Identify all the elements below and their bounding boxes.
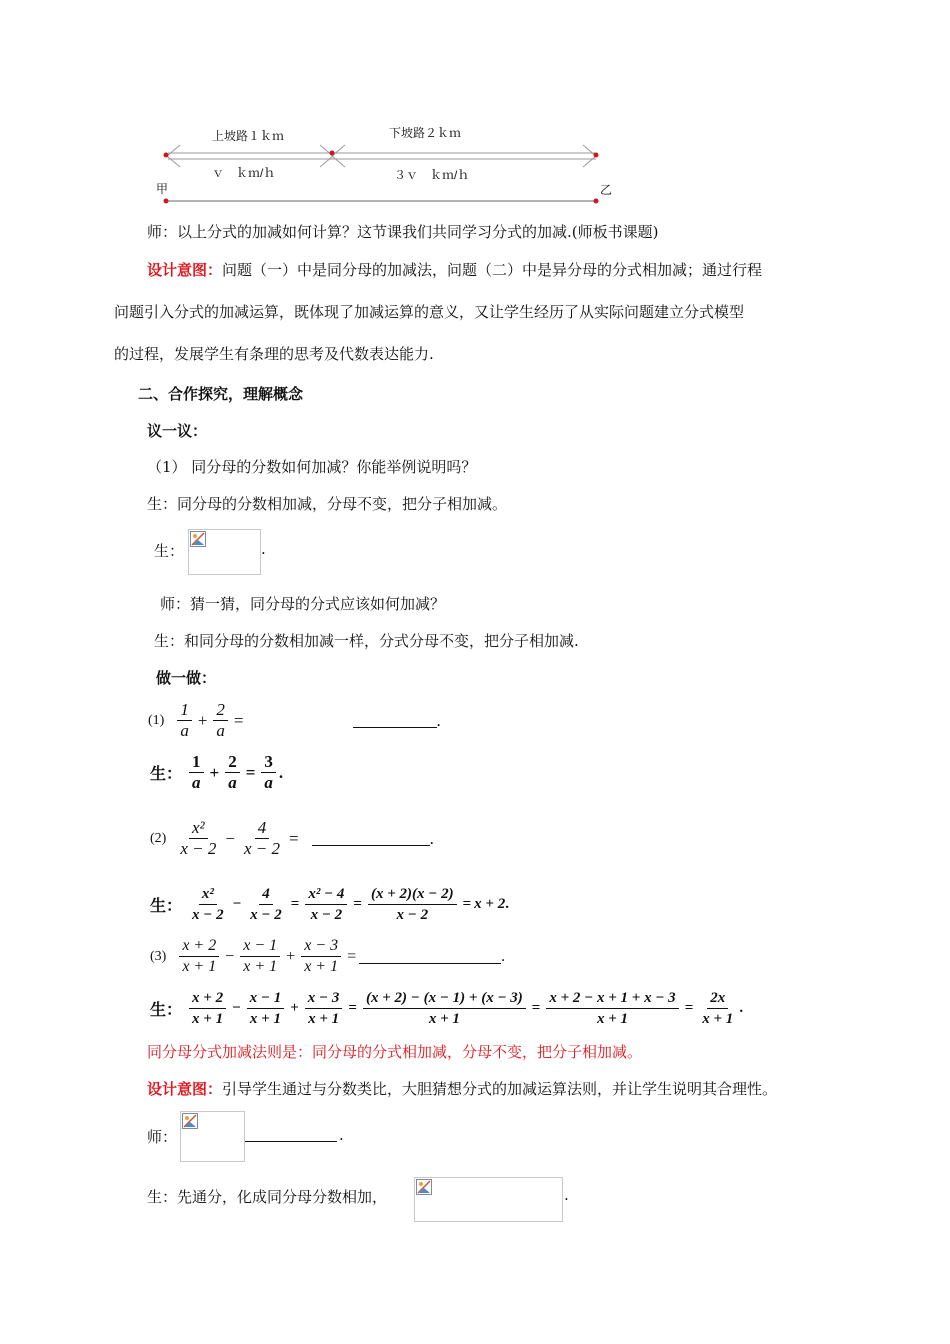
- fraction: $\frac{x - 1}{x + 1}$: [247, 988, 285, 1029]
- answer-blank: [359, 949, 501, 964]
- downhill-speed-label: ３ｖ ｋｍ/ｈ: [394, 168, 470, 182]
- fraction: $\frac{x - 3}{x + 1}$: [301, 936, 341, 977]
- exercise-2: (2) $\frac{\text{x²}}{x - 2}$ − $\frac{4}{x - 2}$ = .: [150, 818, 434, 858]
- fraction: $\frac{x - 3}{x + 1}$: [305, 988, 343, 1029]
- uphill-label: 上坡路１ｋｍ: [212, 129, 285, 143]
- student-answer-2-prefix: 生：: [154, 542, 185, 560]
- teacher-guess: 师：猜一猜，同分母的分式应该如何加减？: [160, 595, 446, 613]
- fraction: $\frac{x - 1}{x + 1}$: [240, 936, 280, 977]
- teacher-last-blank: [245, 1141, 337, 1142]
- design-intent-1-line2: 问题引入分式的加减运算，既体现了加减运算的意义，又让学生经历了从实际问题建立分式模型: [114, 303, 745, 321]
- question-1: （1） 同分母的分数如何加减？你能举例说明吗？: [147, 458, 477, 476]
- section-heading: 二、合作探究，理解概念: [138, 385, 304, 403]
- fraction: $\frac{\text{x² − 4}}{x - 2}$: [305, 884, 347, 925]
- point-a-top-marker: [164, 153, 169, 158]
- student-last: 生：先通分，化成同分母分数相加，: [147, 1188, 388, 1206]
- exercise-1-answer-prefix: 生：: [150, 766, 183, 783]
- end-point-label: 乙: [600, 183, 613, 197]
- broken-image-icon: [416, 1179, 432, 1195]
- exercise-2-label: (2): [150, 830, 167, 846]
- fraction: $\frac{x + 2}{x + 1}$: [189, 988, 226, 1029]
- point-a-bottom-marker: [164, 199, 169, 204]
- fraction: $\frac{x + 2}{x + 1}$: [179, 936, 219, 977]
- design-intent-1-line1: [147, 259, 762, 280]
- addition-rule: 同分母分式加减法则是：同分母的分式相加减，分母不变，把分子相加减。: [147, 1043, 643, 1061]
- exercise-1: (1) $\frac{1}{a}$ + $\frac{2}{a}$ = .: [148, 700, 441, 740]
- fraction: $\frac{1}{a}$: [189, 752, 204, 793]
- point-mid-marker: [330, 151, 335, 156]
- uphill-speed-label: ｖ ｋｍ/ｈ: [212, 166, 276, 180]
- exercise-1-answer: 生： $\frac{1}{a}$ + $\frac{2}{a}$ = $\frac{3}{a}$ .: [150, 752, 284, 792]
- design-intent-2: [147, 1078, 777, 1099]
- design-intent-text: 问题（一）中是同分母的加减法，问题（二）中是异分母的分式相加减；通过行程: [222, 261, 763, 279]
- fraction: $\frac{\text{x²}}{x - 2}$: [192, 886, 224, 923]
- exercise-2-answer: 生： $\frac{\text{x²}}{x - 2}$ − $\frac{4}{x - 2}$ = $\frac{\text{x² − 4}}{x - 2}$ = $\frac{(x + 2)(x - 2)}{x - 2}$ = x + 2 .: [150, 886, 509, 923]
- fraction: $\frac{2}{a}$: [225, 752, 240, 793]
- exercise-2-result: x + 2: [474, 896, 506, 912]
- design-intent-label: 设计意图：: [147, 1080, 223, 1098]
- fraction: $\frac{x + 2 - x + 1 + x - 3}{x + 1}$: [546, 988, 678, 1029]
- do-heading: 做一做：: [156, 669, 217, 687]
- answer-blank: [353, 713, 437, 728]
- fraction: $\frac{(x + 2)(x - 2)}{x - 2}$: [368, 884, 457, 925]
- broken-image-icon: [190, 531, 206, 547]
- fraction: $\frac{1}{a}$: [177, 700, 192, 741]
- teacher-last-suffix: .: [339, 1126, 344, 1144]
- exercise-3-label: (3): [150, 948, 167, 964]
- point-b-bottom-marker: [594, 199, 599, 204]
- fraction: $\frac{4}{x - 2}$: [243, 818, 280, 858]
- teacher-intro: 师：以上分式的加减如何计算？这节课我们共同学习分式的加减.(师板书课题): [147, 223, 659, 241]
- start-point-label: 甲: [156, 182, 169, 196]
- image-placeholder-3: [414, 1177, 563, 1222]
- broken-image-icon: [182, 1113, 198, 1129]
- fraction: $\frac{3}{a}$: [261, 752, 276, 793]
- image-placeholder-2: [180, 1111, 245, 1162]
- student-answer-1: 生：同分母的分数相加减，分母不变，把分子相加减。: [147, 495, 508, 513]
- teacher-last-prefix: 师：: [147, 1128, 178, 1146]
- design-intent-label: 设计意图：: [147, 261, 223, 279]
- exercise-3-answer-prefix: 生：: [150, 1002, 183, 1019]
- exercise-3: (3) $\frac{x + 2}{x + 1}$ − $\frac{x - 1}{x + 1}$ + $\frac{x - 3}{x + 1}$ = .: [150, 937, 506, 975]
- discuss-heading: 议一议：: [147, 422, 208, 440]
- point-b-top-marker: [594, 153, 599, 158]
- exercise-1-label: (1): [148, 712, 165, 728]
- fraction: $\frac{\text{x²}}{x - 2}$: [180, 818, 217, 858]
- fraction: $\frac{2x}{x + 1}$: [702, 990, 734, 1027]
- student-last-suffix: .: [564, 1186, 569, 1204]
- fraction: $\frac{4}{x - 2}$: [250, 886, 282, 923]
- answer-blank: [312, 831, 430, 846]
- student-answer-2-suffix: .: [261, 540, 266, 558]
- downhill-label: 下坡路２ｋｍ: [389, 126, 462, 140]
- exercise-2-answer-prefix: 生：: [150, 898, 183, 915]
- exercise-3-answer: 生： $\frac{x + 2}{x + 1}$ − $\frac{x - 1}{x + 1}$ + $\frac{x - 3}{x + 1}$ = $\frac{(x + 2) - (x - 1) + (x - 3)}{x + 1}$ = $\frac{x + 2 - x + 1 + x - 3}{x + 1}$ = $\frac{2x}{x + 1}$ .: [150, 990, 744, 1027]
- design-intent-text: 引导学生通过与分数类比，大胆猜想分式的加减运算法则，并让学生说明其合理性。: [222, 1080, 778, 1098]
- design-intent-1-line3: 的过程，发展学生有条理的思考及代数表达能力.: [114, 345, 434, 363]
- student-guess: 生：和同分母的分数相加减一样，分式分母不变，把分子相加减.: [154, 632, 579, 650]
- fraction: $\frac{(x + 2) - (x - 1) + (x - 3)}{x + 1}$: [363, 988, 526, 1029]
- fraction: $\frac{2}{a}$: [213, 700, 228, 741]
- image-placeholder-1: [188, 529, 261, 575]
